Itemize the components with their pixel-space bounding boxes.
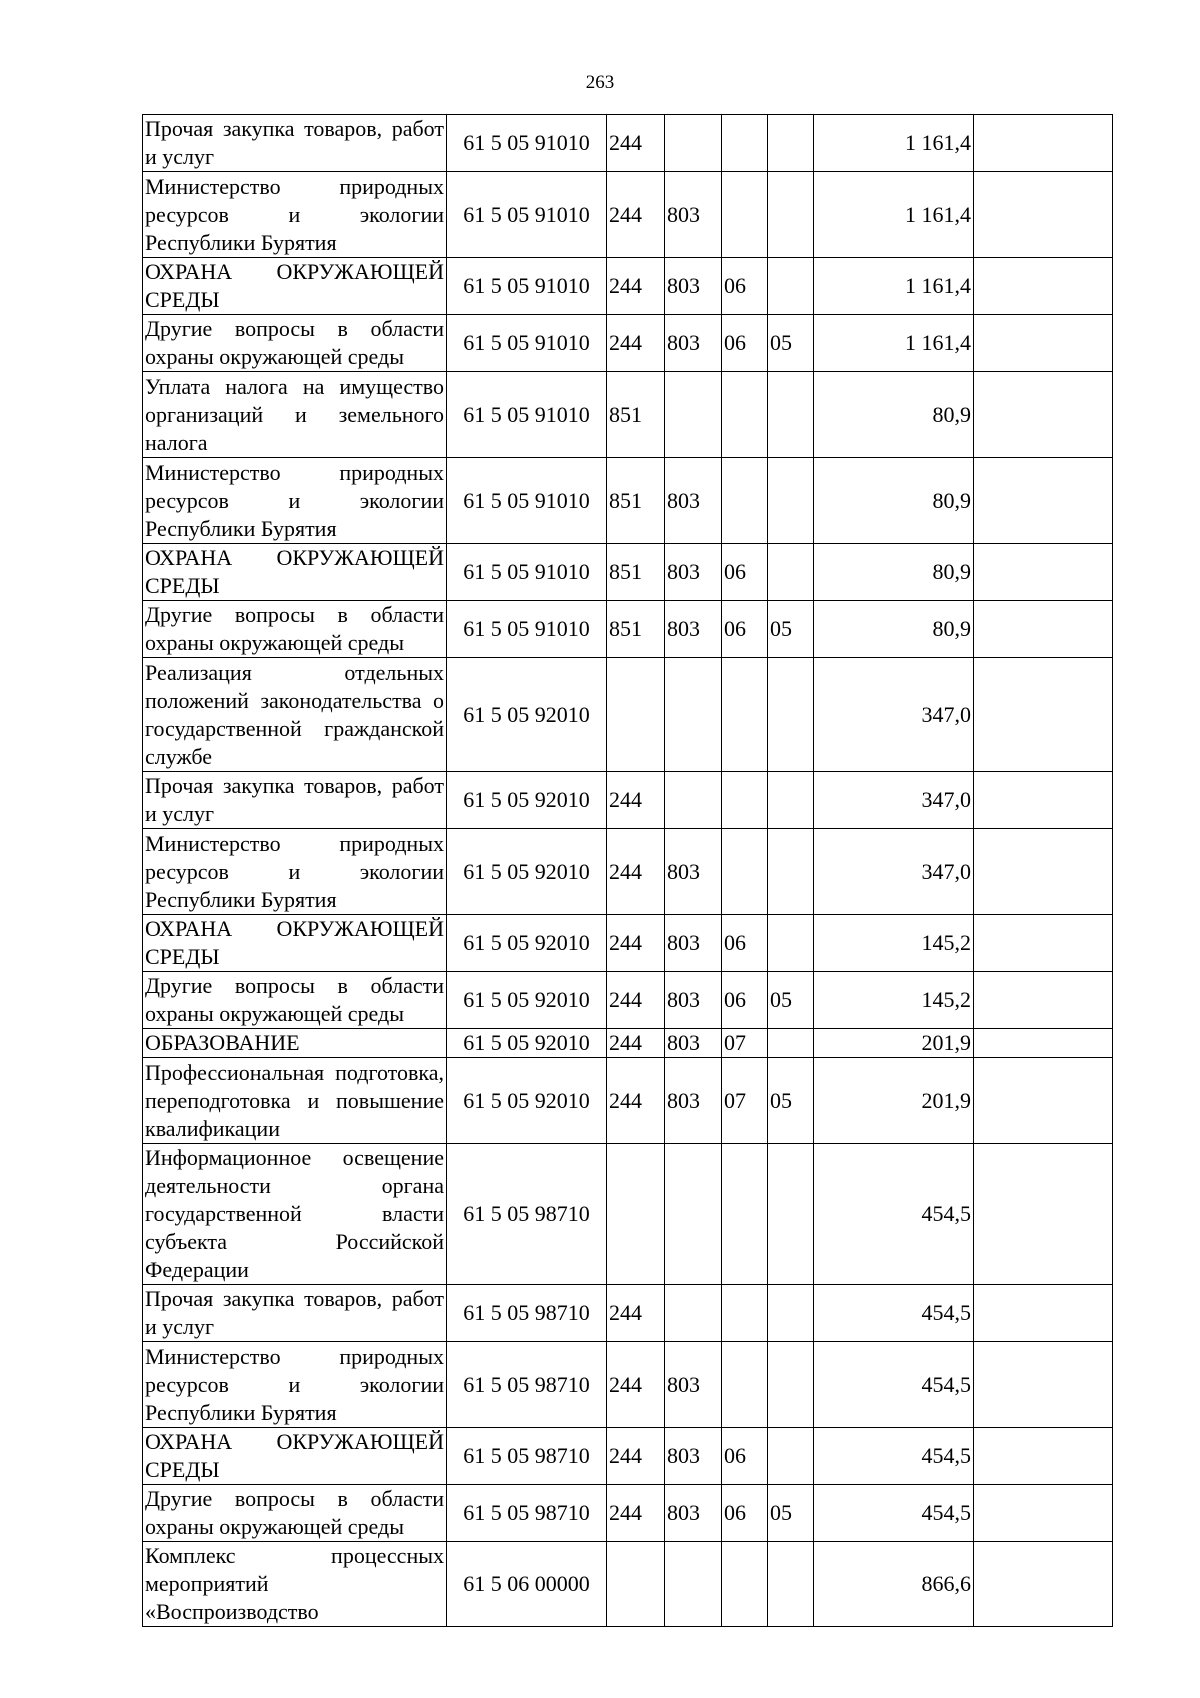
expense-type-cell: 244 — [607, 1428, 665, 1485]
item-name-cell: Профессиональная подготовка, переподготовка и повышение квалификации — [143, 1058, 447, 1144]
ministry-code-cell — [665, 372, 722, 458]
target-article-code-cell: 61 5 05 92010 — [447, 972, 607, 1029]
ministry-code-cell: 803 — [665, 829, 722, 915]
expense-type-cell: 851 — [607, 458, 665, 544]
table-row — [143, 1144, 1113, 1285]
target-article-code-cell: 61 5 05 98710 — [447, 1144, 607, 1285]
item-name-cell: Прочая закупка товаров, работ и услуг — [143, 115, 447, 172]
target-article-code-cell: 61 5 05 98710 — [447, 1285, 607, 1342]
amount-cell: 201,9 — [814, 1058, 974, 1144]
target-article-code-cell: 61 5 05 92010 — [447, 1058, 607, 1144]
target-article-code-cell: 61 5 05 98710 — [447, 1342, 607, 1428]
ministry-code-cell — [665, 115, 722, 172]
amount-cell: 201,9 — [814, 1029, 974, 1058]
section-code-cell — [722, 372, 768, 458]
item-name-cell: Другие вопросы в области охраны окружающей среды — [143, 315, 447, 372]
amount-cell: 80,9 — [814, 372, 974, 458]
subsection-code-cell: 05 — [768, 601, 814, 658]
target-article-code-cell: 61 5 05 91010 — [447, 172, 607, 258]
amount-cell: 866,6 — [814, 1542, 974, 1627]
item-name-cell: Министерство природных ресурсов и экологии Республики Бурятия — [143, 172, 447, 258]
table-row — [143, 972, 1113, 1029]
table-row — [143, 1428, 1113, 1485]
subsection-code-cell — [768, 1029, 814, 1058]
expense-type-cell: 244 — [607, 1342, 665, 1428]
amount-cell: 347,0 — [814, 829, 974, 915]
target-article-code-cell: 61 5 05 91010 — [447, 372, 607, 458]
extra-amount-cell — [974, 1029, 1113, 1058]
table-row — [143, 115, 1113, 172]
table-row — [143, 1485, 1113, 1542]
ministry-code-cell: 803 — [665, 1058, 722, 1144]
item-name-cell: Министерство природных ресурсов и экологии Республики Бурятия — [143, 829, 447, 915]
amount-cell: 454,5 — [814, 1144, 974, 1285]
amount-cell: 145,2 — [814, 972, 974, 1029]
subsection-code-cell: 05 — [768, 1058, 814, 1144]
section-code-cell — [722, 458, 768, 544]
subsection-code-cell — [768, 915, 814, 972]
ministry-code-cell: 803 — [665, 315, 722, 372]
item-name-cell: Прочая закупка товаров, работ и услуг — [143, 1285, 447, 1342]
item-name-cell: ОХРАНА ОКРУЖАЮЩЕЙ СРЕДЫ — [143, 544, 447, 601]
ministry-code-cell — [665, 1542, 722, 1627]
section-code-cell: 06 — [722, 972, 768, 1029]
amount-cell: 80,9 — [814, 601, 974, 658]
target-article-code-cell: 61 5 05 92010 — [447, 829, 607, 915]
item-name-cell: Министерство природных ресурсов и экологии Республики Бурятия — [143, 458, 447, 544]
table-row — [143, 372, 1113, 458]
extra-amount-cell — [974, 172, 1113, 258]
table-row — [143, 544, 1113, 601]
table-row — [143, 1029, 1113, 1058]
expense-type-cell: 244 — [607, 829, 665, 915]
ministry-code-cell: 803 — [665, 544, 722, 601]
section-code-cell: 06 — [722, 601, 768, 658]
table-row — [143, 772, 1113, 829]
amount-cell: 145,2 — [814, 915, 974, 972]
expense-type-cell: 244 — [607, 315, 665, 372]
table-row — [143, 1285, 1113, 1342]
extra-amount-cell — [974, 1428, 1113, 1485]
amount-cell: 1 161,4 — [814, 258, 974, 315]
table-row — [143, 1058, 1113, 1144]
extra-amount-cell — [974, 972, 1113, 1029]
table-row — [143, 658, 1113, 772]
subsection-code-cell — [768, 1285, 814, 1342]
expense-type-cell: 244 — [607, 115, 665, 172]
subsection-code-cell — [768, 372, 814, 458]
amount-cell: 347,0 — [814, 658, 974, 772]
subsection-code-cell — [768, 1342, 814, 1428]
budget-table — [142, 114, 1113, 1627]
item-name-cell: ОХРАНА ОКРУЖАЮЩЕЙ СРЕДЫ — [143, 915, 447, 972]
expense-type-cell: 244 — [607, 915, 665, 972]
item-name-cell: Комплекс процессных мероприятий «Воспроизводство — [143, 1542, 447, 1627]
extra-amount-cell — [974, 601, 1113, 658]
subsection-code-cell — [768, 1542, 814, 1627]
section-code-cell: 06 — [722, 315, 768, 372]
expense-type-cell: 244 — [607, 258, 665, 315]
subsection-code-cell: 05 — [768, 972, 814, 1029]
ministry-code-cell — [665, 1285, 722, 1342]
ministry-code-cell: 803 — [665, 972, 722, 1029]
target-article-code-cell: 61 5 05 98710 — [447, 1428, 607, 1485]
ministry-code-cell: 803 — [665, 1342, 722, 1428]
table-row — [143, 458, 1113, 544]
subsection-code-cell — [768, 544, 814, 601]
target-article-code-cell: 61 5 05 92010 — [447, 915, 607, 972]
expense-type-cell: 244 — [607, 172, 665, 258]
item-name-cell: Прочая закупка товаров, работ и услуг — [143, 772, 447, 829]
target-article-code-cell: 61 5 05 91010 — [447, 115, 607, 172]
target-article-code-cell: 61 5 05 91010 — [447, 315, 607, 372]
table-row — [143, 915, 1113, 972]
expense-type-cell: 244 — [607, 1029, 665, 1058]
table-body — [143, 115, 1113, 1627]
item-name-cell: Другие вопросы в области охраны окружающей среды — [143, 601, 447, 658]
expense-type-cell: 244 — [607, 1285, 665, 1342]
extra-amount-cell — [974, 458, 1113, 544]
amount-cell: 1 161,4 — [814, 172, 974, 258]
target-article-code-cell: 61 5 05 91010 — [447, 258, 607, 315]
subsection-code-cell — [768, 658, 814, 772]
table-row — [143, 315, 1113, 372]
extra-amount-cell — [974, 772, 1113, 829]
ministry-code-cell: 803 — [665, 1029, 722, 1058]
amount-cell: 1 161,4 — [814, 315, 974, 372]
expense-type-cell — [607, 1144, 665, 1285]
expense-type-cell — [607, 658, 665, 772]
subsection-code-cell — [768, 458, 814, 544]
section-code-cell: 06 — [722, 1428, 768, 1485]
target-article-code-cell: 61 5 05 92010 — [447, 1029, 607, 1058]
subsection-code-cell — [768, 1144, 814, 1285]
extra-amount-cell — [974, 829, 1113, 915]
item-name-cell: Министерство природных ресурсов и экологии Республики Бурятия — [143, 1342, 447, 1428]
section-code-cell — [722, 172, 768, 258]
extra-amount-cell — [974, 544, 1113, 601]
item-name-cell: Другие вопросы в области охраны окружающей среды — [143, 972, 447, 1029]
amount-cell: 454,5 — [814, 1485, 974, 1542]
target-article-code-cell: 61 5 05 92010 — [447, 772, 607, 829]
subsection-code-cell — [768, 772, 814, 829]
section-code-cell — [722, 772, 768, 829]
ministry-code-cell: 803 — [665, 601, 722, 658]
item-name-cell: Реализация отдельных положений законодательства о государственной гражданской службе — [143, 658, 447, 772]
extra-amount-cell — [974, 658, 1113, 772]
section-code-cell: 06 — [722, 1485, 768, 1542]
extra-amount-cell — [974, 372, 1113, 458]
item-name-cell: ОХРАНА ОКРУЖАЮЩЕЙ СРЕДЫ — [143, 258, 447, 315]
ministry-code-cell — [665, 658, 722, 772]
table-row — [143, 172, 1113, 258]
extra-amount-cell — [974, 1342, 1113, 1428]
section-code-cell — [722, 1342, 768, 1428]
section-code-cell — [722, 115, 768, 172]
amount-cell: 454,5 — [814, 1285, 974, 1342]
section-code-cell — [722, 1144, 768, 1285]
target-article-code-cell: 61 5 05 98710 — [447, 1485, 607, 1542]
ministry-code-cell: 803 — [665, 1428, 722, 1485]
subsection-code-cell — [768, 172, 814, 258]
target-article-code-cell: 61 5 06 00000 — [447, 1542, 607, 1627]
expense-type-cell — [607, 1542, 665, 1627]
section-code-cell — [722, 829, 768, 915]
expense-type-cell: 851 — [607, 601, 665, 658]
table-row — [143, 1542, 1113, 1627]
subsection-code-cell — [768, 1428, 814, 1485]
amount-cell: 347,0 — [814, 772, 974, 829]
expense-type-cell: 244 — [607, 972, 665, 1029]
target-article-code-cell: 61 5 05 91010 — [447, 544, 607, 601]
expense-type-cell: 244 — [607, 1485, 665, 1542]
section-code-cell: 06 — [722, 915, 768, 972]
section-code-cell: 07 — [722, 1029, 768, 1058]
expense-type-cell: 851 — [607, 372, 665, 458]
item-name-cell: Другие вопросы в области охраны окружающей среды — [143, 1485, 447, 1542]
table-row — [143, 601, 1113, 658]
target-article-code-cell: 61 5 05 91010 — [447, 458, 607, 544]
ministry-code-cell: 803 — [665, 915, 722, 972]
page-number: 263 — [585, 72, 615, 93]
table-row — [143, 258, 1113, 315]
table-row — [143, 1342, 1113, 1428]
amount-cell: 1 161,4 — [814, 115, 974, 172]
ministry-code-cell: 803 — [665, 172, 722, 258]
subsection-code-cell: 05 — [768, 1485, 814, 1542]
extra-amount-cell — [974, 1058, 1113, 1144]
section-code-cell: 06 — [722, 258, 768, 315]
ministry-code-cell — [665, 772, 722, 829]
section-code-cell — [722, 1542, 768, 1627]
table-row — [143, 829, 1113, 915]
amount-cell: 454,5 — [814, 1428, 974, 1485]
extra-amount-cell — [974, 1285, 1113, 1342]
section-code-cell — [722, 1285, 768, 1342]
target-article-code-cell: 61 5 05 91010 — [447, 601, 607, 658]
subsection-code-cell — [768, 258, 814, 315]
section-code-cell: 06 — [722, 544, 768, 601]
subsection-code-cell — [768, 829, 814, 915]
ministry-code-cell: 803 — [665, 258, 722, 315]
subsection-code-cell — [768, 115, 814, 172]
extra-amount-cell — [974, 315, 1113, 372]
extra-amount-cell — [974, 1144, 1113, 1285]
amount-cell: 80,9 — [814, 458, 974, 544]
amount-cell: 80,9 — [814, 544, 974, 601]
target-article-code-cell: 61 5 05 92010 — [447, 658, 607, 772]
extra-amount-cell — [974, 1542, 1113, 1627]
expense-type-cell: 244 — [607, 1058, 665, 1144]
extra-amount-cell — [974, 115, 1113, 172]
amount-cell: 454,5 — [814, 1342, 974, 1428]
item-name-cell: ОБРАЗОВАНИЕ — [143, 1029, 447, 1058]
extra-amount-cell — [974, 258, 1113, 315]
expense-type-cell: 244 — [607, 772, 665, 829]
section-code-cell: 07 — [722, 1058, 768, 1144]
ministry-code-cell: 803 — [665, 458, 722, 544]
subsection-code-cell: 05 — [768, 315, 814, 372]
extra-amount-cell — [974, 915, 1113, 972]
ministry-code-cell — [665, 1144, 722, 1285]
section-code-cell — [722, 658, 768, 772]
item-name-cell: Информационное освещение деятельности органа государственной власти субъекта Российской Федерации — [143, 1144, 447, 1285]
expense-type-cell: 851 — [607, 544, 665, 601]
item-name-cell: ОХРАНА ОКРУЖАЮЩЕЙ СРЕДЫ — [143, 1428, 447, 1485]
extra-amount-cell — [974, 1485, 1113, 1542]
ministry-code-cell: 803 — [665, 1485, 722, 1542]
item-name-cell: Уплата налога на имущество организаций и земельного налога — [143, 372, 447, 458]
